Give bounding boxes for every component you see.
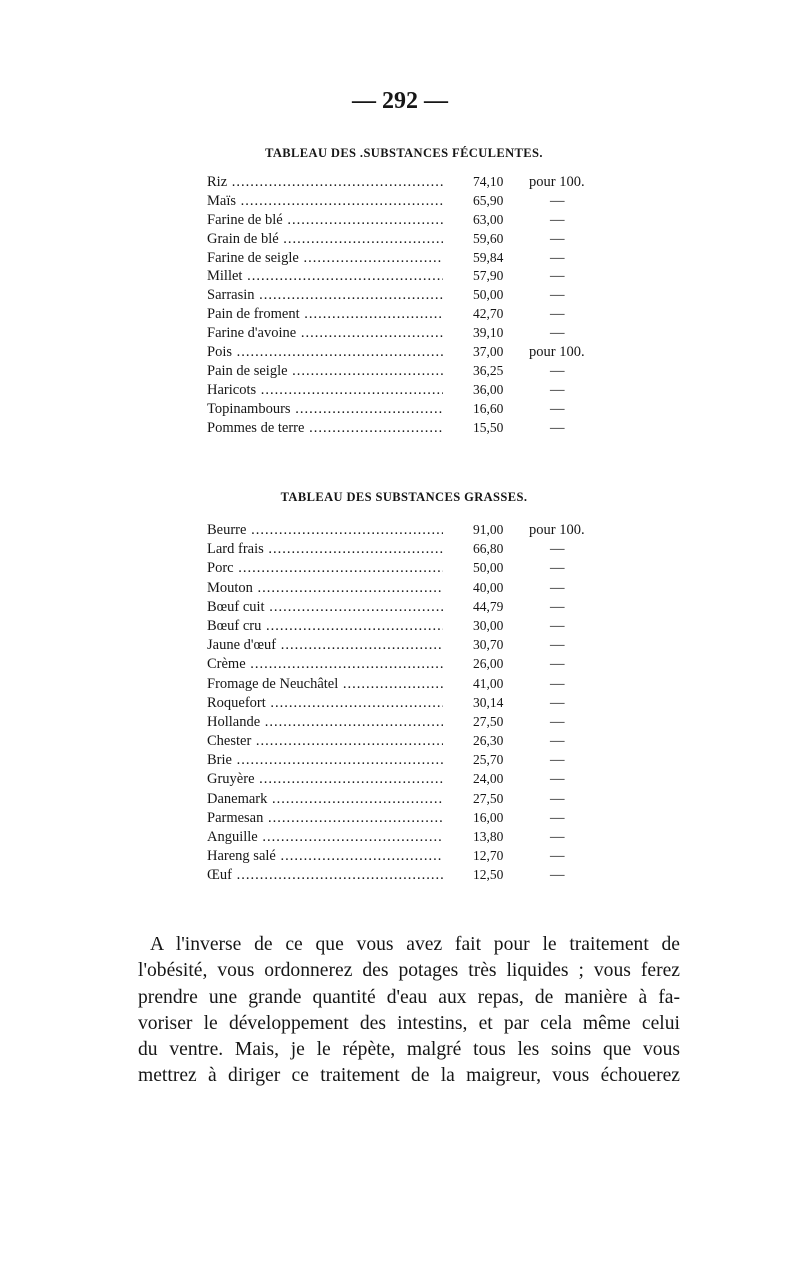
row-label: Grain de blé ..... <box>207 231 443 248</box>
row-label: Lard frais ..... <box>207 541 443 558</box>
row-value: 25,70 <box>473 752 504 768</box>
table-row <box>207 420 627 439</box>
table-row <box>207 867 627 886</box>
table-row <box>207 752 627 771</box>
row-value: 50,00 <box>473 287 504 303</box>
row-unit: — <box>550 419 565 436</box>
row-label: Anguille ..... <box>207 829 443 846</box>
row-value: 30,00 <box>473 617 504 633</box>
table-row <box>207 618 627 637</box>
row-value: 42,70 <box>473 306 504 322</box>
row-label: Crème ..... <box>207 656 443 673</box>
table-row <box>207 637 627 656</box>
table-row <box>207 212 627 231</box>
row-unit: — <box>550 809 565 826</box>
row-label: Riz ..... <box>207 174 443 191</box>
row-label: Porc ..... <box>207 560 443 577</box>
row-label: Bœuf cuit ..... <box>207 599 443 616</box>
row-value: 50,00 <box>473 560 504 576</box>
row-value: 65,90 <box>473 192 504 208</box>
row-unit: — <box>550 268 565 285</box>
table-row <box>207 268 627 287</box>
table-row <box>207 560 627 579</box>
row-value: 12,70 <box>473 848 504 864</box>
table-row <box>207 676 627 695</box>
row-value: 59,84 <box>473 249 504 265</box>
row-unit: — <box>550 362 565 379</box>
table-row <box>207 401 627 420</box>
paragraph-line: du ventre. Mais, je le répète, malgré tous les soins que vous <box>138 1039 680 1061</box>
row-value: 27,50 <box>473 790 504 806</box>
table-row <box>207 193 627 212</box>
row-label: Beurre ..... <box>207 522 443 539</box>
row-unit: — <box>550 560 565 577</box>
row-label: Mouton ..... <box>207 580 443 597</box>
table-grasses <box>207 522 627 887</box>
row-unit: — <box>550 579 565 596</box>
row-value: 39,10 <box>473 325 504 341</box>
table-row <box>207 522 627 541</box>
table-row <box>207 174 627 193</box>
table-row <box>207 829 627 848</box>
row-label: Œuf ..... <box>207 867 443 884</box>
row-unit: — <box>550 541 565 558</box>
row-unit: — <box>550 713 565 730</box>
row-unit: — <box>550 848 565 865</box>
row-value: 26,30 <box>473 733 504 749</box>
row-unit: — <box>550 733 565 750</box>
table-row <box>207 599 627 618</box>
table-row <box>207 287 627 306</box>
row-unit: — <box>550 598 565 615</box>
table-row <box>207 733 627 752</box>
row-label: Haricots ..... <box>207 382 443 399</box>
row-value: 37,00 <box>473 344 504 360</box>
row-unit: — <box>550 306 565 323</box>
row-label: Bœuf cru ..... <box>207 618 443 635</box>
row-label: Farine de seigle ..... <box>207 250 443 267</box>
row-unit: — <box>550 325 565 342</box>
row-unit: — <box>550 867 565 884</box>
paragraph-line: prendre une grande quantité d'eau aux repas, de manière à fa- <box>138 986 680 1008</box>
row-unit: — <box>550 400 565 417</box>
table-row <box>207 714 627 733</box>
paragraph-line: mettrez à diriger ce traitement de la maigreur, vous échouerez <box>138 1065 680 1087</box>
row-unit: — <box>550 829 565 845</box>
row-value: 57,90 <box>473 268 504 284</box>
row-label: Danemark ..... <box>207 791 443 808</box>
table-row <box>207 580 627 599</box>
row-value: 91,00 <box>473 522 504 537</box>
table-row <box>207 656 627 675</box>
row-label: Millet ..... <box>207 268 443 285</box>
table-title-feculentes: TABLEAU DES .SUBSTANCES FÉCULENTES. <box>265 146 543 160</box>
row-value: 15,50 <box>473 419 504 435</box>
row-unit: — <box>550 230 565 247</box>
page-number: — 292 — <box>352 88 448 114</box>
row-unit: — <box>550 694 565 711</box>
table-title-grasses: TABLEAU DES SUBSTANCES GRASSES. <box>280 490 528 504</box>
row-unit: — <box>550 211 565 228</box>
paragraph-line: voriser le développement des intestins, et par cela même celui <box>138 1012 680 1034</box>
row-label: Pain de froment ..... <box>207 306 443 323</box>
table-row <box>207 344 627 363</box>
row-value: 36,25 <box>473 362 504 378</box>
row-unit: — <box>550 771 565 788</box>
row-unit: pour 100. <box>529 522 585 538</box>
row-value: 30,70 <box>473 637 504 653</box>
row-unit: — <box>550 287 565 304</box>
table-row <box>207 810 627 829</box>
row-unit: — <box>550 637 565 654</box>
row-unit: — <box>550 617 565 634</box>
row-label: Fromage de Neuchâtel ..... <box>207 676 443 693</box>
row-value: 30,14 <box>473 694 504 710</box>
table-row <box>207 771 627 790</box>
row-value: 16,00 <box>473 809 504 825</box>
row-value: 59,60 <box>473 230 504 246</box>
row-unit: — <box>550 675 565 692</box>
row-label: Maïs ..... <box>207 193 443 210</box>
row-label: Parmesan ..... <box>207 810 443 827</box>
row-unit: — <box>550 381 565 398</box>
table-row <box>207 791 627 810</box>
table-row <box>207 231 627 250</box>
paragraph-line: A l'inverse de ce que vous avez fait pour le traitement de <box>150 934 680 955</box>
row-label: Hareng salé ..... <box>207 848 443 865</box>
row-value: 12,50 <box>473 867 504 883</box>
row-label: Brie ..... <box>207 752 443 769</box>
row-value: 44,79 <box>473 598 504 614</box>
row-value: 26,00 <box>473 656 504 672</box>
table-row <box>207 250 627 269</box>
row-label: Sarrasin ..... <box>207 287 443 304</box>
row-unit: — <box>550 192 565 209</box>
row-value: 16,60 <box>473 400 504 416</box>
table-row <box>207 325 627 344</box>
row-value: 36,00 <box>473 381 504 397</box>
row-label: Topinambours ..... <box>207 401 443 418</box>
row-label: Gruyère ..... <box>207 771 443 788</box>
row-label: Pain de seigle ..... <box>207 363 443 380</box>
table-row <box>207 306 627 325</box>
row-label: Hollande ..... <box>207 714 443 731</box>
row-value: 40,00 <box>473 579 504 595</box>
row-label: Chester ..... <box>207 733 443 750</box>
table-row <box>207 541 627 560</box>
row-value: 63,00 <box>473 211 504 227</box>
row-label: Farine d'avoine ..... <box>207 325 443 342</box>
body-paragraph <box>138 932 680 1090</box>
row-unit: — <box>550 752 565 769</box>
paragraph-line: l'obésité, vous ordonnerez des potages très liquides ; vous ferez <box>138 960 680 982</box>
table-row <box>207 363 627 382</box>
table-row <box>207 695 627 714</box>
row-unit: pour 100. <box>529 344 585 361</box>
row-label: Farine de blé ..... <box>207 212 443 229</box>
row-label: Jaune d'œuf ..... <box>207 637 443 654</box>
row-value: 74,10 <box>473 174 504 189</box>
row-label: Pois ..... <box>207 344 443 361</box>
row-value: 27,50 <box>473 713 504 729</box>
table-feculentes <box>207 174 627 438</box>
row-label: Pommes de terre ..... <box>207 420 443 437</box>
table-row <box>207 848 627 867</box>
row-unit: — <box>550 249 565 266</box>
row-label: Roquefort ..... <box>207 695 443 712</box>
row-value: 66,80 <box>473 541 504 557</box>
row-value: 41,00 <box>473 675 504 691</box>
row-unit: — <box>550 656 565 673</box>
row-value: 13,80 <box>473 829 504 844</box>
table-row <box>207 382 627 401</box>
row-value: 24,00 <box>473 771 504 787</box>
row-unit: pour 100. <box>529 174 585 190</box>
row-unit: — <box>550 790 565 807</box>
